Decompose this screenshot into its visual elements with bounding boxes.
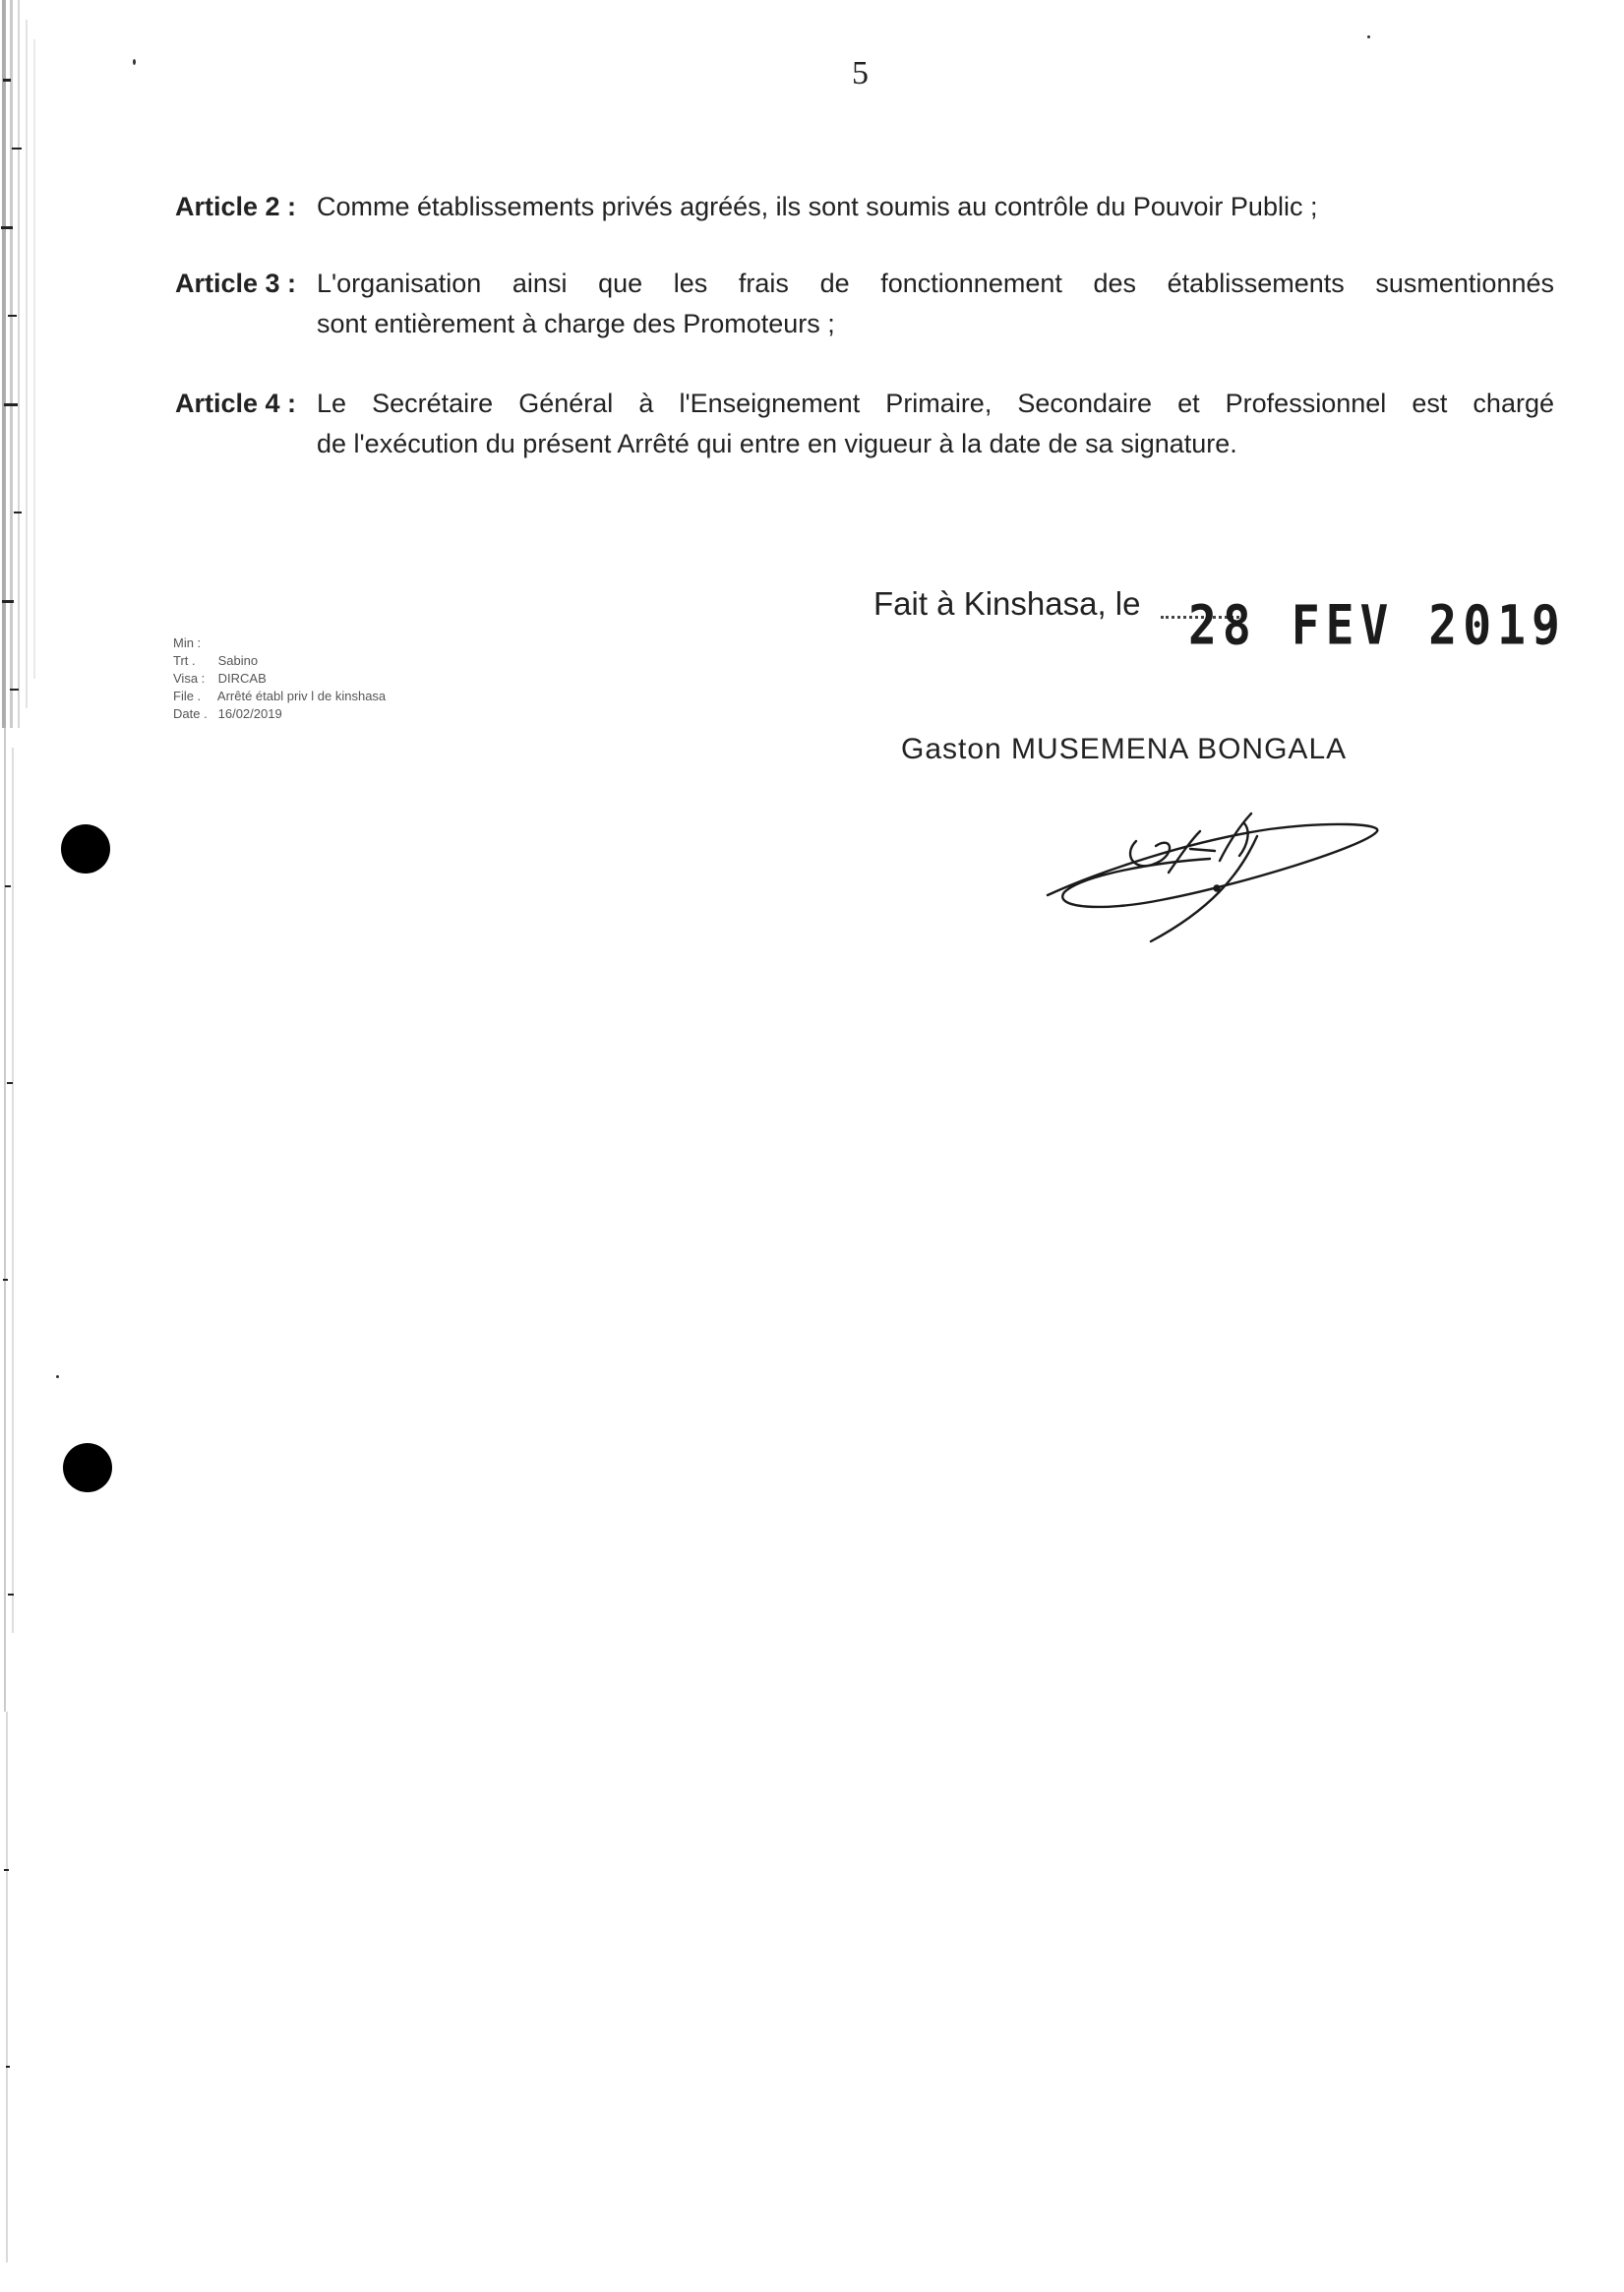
reference-key: File . <box>173 689 202 703</box>
scan-edge-noise <box>0 0 45 2292</box>
reference-key: Min : <box>173 635 202 650</box>
article-text-line: Le Secrétaire Général à l'Enseignement Primaire, Secondaire et Professionnel est chargé <box>317 389 1554 418</box>
reference-value: Sabino <box>217 653 259 668</box>
date-stamp: 28 FEV 2019 <box>1188 593 1566 658</box>
article-label: Article 3 : <box>175 269 297 298</box>
reference-block <box>173 634 386 723</box>
scan-speck <box>133 59 136 65</box>
reference-row <box>173 670 386 688</box>
article-text-line: Comme établissements privés agréés, ils sont soumis au contrôle du Pouvoir Public ; <box>317 192 1318 221</box>
article-text-line: L'organisation ainsi que les frais de fonctionnement des établissements susmentionnés <box>317 269 1554 298</box>
reference-key: Visa : <box>173 671 206 686</box>
article-label: Article 4 : <box>175 389 297 418</box>
reference-row <box>173 688 386 705</box>
article-text <box>317 384 1554 464</box>
reference-value: Arrêté établ priv l de kinshasa <box>216 689 387 703</box>
article-text <box>317 187 1554 227</box>
handwritten-signature <box>1043 802 1397 949</box>
punch-hole <box>61 824 110 874</box>
reference-row <box>173 652 386 670</box>
reference-key: Date . <box>173 706 208 721</box>
article-text-line: de l'exécution du présent Arrêté qui entre en vigueur à la date de sa signature. <box>317 429 1237 458</box>
scan-speck <box>56 1375 59 1378</box>
signer-name: Gaston MUSEMENA BONGALA <box>901 733 1348 765</box>
place-line: Fait à Kinshasa, le <box>873 585 1141 622</box>
reference-key: Trt . <box>173 653 196 668</box>
article-text <box>317 264 1554 344</box>
reference-row <box>173 634 386 652</box>
punch-hole <box>63 1443 112 1492</box>
reference-value: 16/02/2019 <box>217 706 282 721</box>
article-text-line: sont entièrement à charge des Promoteurs ; <box>317 309 835 338</box>
reference-row <box>173 705 386 723</box>
article-label: Article 2 : <box>175 192 297 221</box>
reference-value: DIRCAB <box>217 671 267 686</box>
scan-speck <box>1367 35 1370 38</box>
page-number: 5 <box>852 55 869 91</box>
